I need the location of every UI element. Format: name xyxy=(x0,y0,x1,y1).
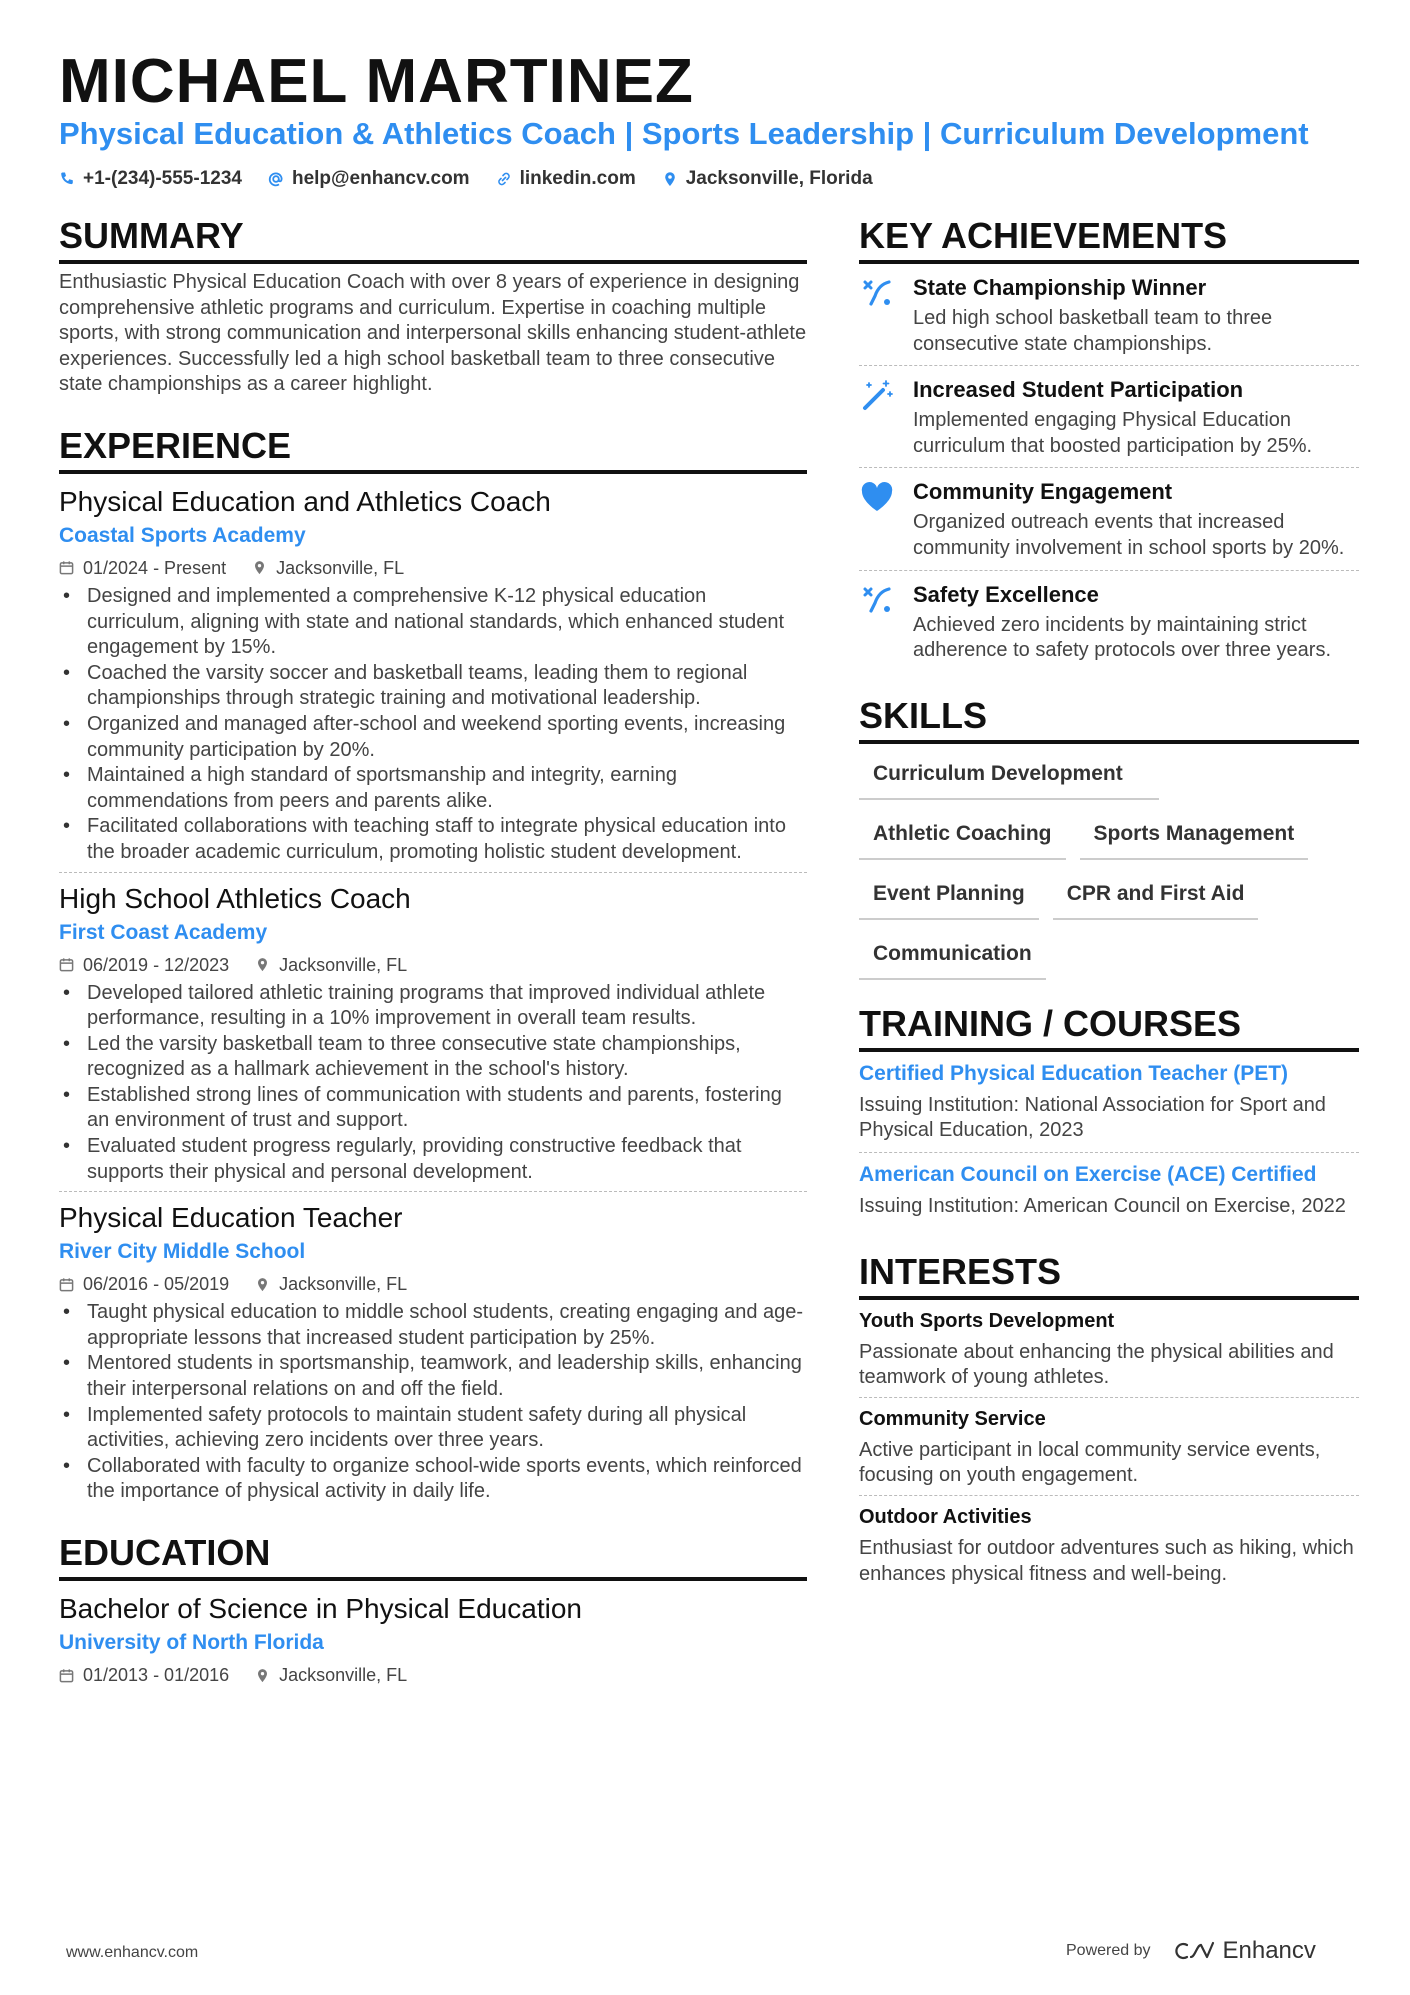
experience-heading: EXPERIENCE xyxy=(59,424,807,474)
achievement-title: Safety Excellence xyxy=(913,581,1099,607)
achievement-item xyxy=(859,467,1359,569)
company-name: River City Middle School xyxy=(59,1240,306,1264)
trophy-icon xyxy=(859,583,895,619)
degree-title: Bachelor of Science in Physical Education xyxy=(59,1593,582,1624)
job-bullets xyxy=(59,584,807,866)
education-dates: 01/2013 - 01/2016 xyxy=(83,1665,230,1685)
bullet-item: • Mentored students in sportsmanship, teamwork, and leadership skills, enhancing their interpersonal relations on and off the field. xyxy=(59,1351,807,1402)
left-column xyxy=(59,214,807,1687)
achievement-item xyxy=(859,570,1359,672)
trophy-icon xyxy=(859,276,895,312)
interest-title: Outdoor Activities xyxy=(859,1505,1032,1528)
at-icon xyxy=(268,171,284,187)
course-desc: Issuing Institution: National Association for Sport and Physical Education, 2023 xyxy=(859,1093,1326,1142)
course-item xyxy=(859,1152,1359,1228)
job-dates: 01/2024 - Present xyxy=(83,557,227,578)
contact-location xyxy=(662,168,873,190)
experience-entry xyxy=(59,484,807,866)
achievements-heading: KEY ACHIEVEMENTS xyxy=(859,214,1359,264)
calendar-icon xyxy=(59,560,74,575)
school-name: University of North Florida xyxy=(59,1631,324,1654)
powered-by-label: Powered by xyxy=(1066,1942,1151,1959)
skill-tag: Event Planning xyxy=(859,874,1039,920)
achievement-item xyxy=(859,365,1359,467)
interest-item xyxy=(859,1300,1359,1397)
location-text: Jacksonville, Florida xyxy=(685,168,873,189)
job-location: Jacksonville, FL xyxy=(279,954,408,975)
linkedin-text: linkedin.com xyxy=(519,168,636,189)
job-bullets xyxy=(59,1300,807,1505)
footer-branding xyxy=(1066,1937,1316,1965)
phone-text: +1-(234)-555-1234 xyxy=(83,168,242,189)
experience-entry xyxy=(59,1191,807,1505)
achievement-desc: Achieved zero incidents by maintaining strict adherence to safety protocols over three years. xyxy=(913,613,1332,662)
job-location: Jacksonville, FL xyxy=(276,557,405,578)
job-meta xyxy=(59,953,807,977)
contact-bar xyxy=(59,168,873,190)
bullet-item: • Led the varsity basketball team to three consecutive state championships, recognized as a hallmark achievement in the school's history. xyxy=(59,1032,807,1083)
job-dates: 06/2016 - 05/2019 xyxy=(83,1274,230,1295)
achievement-desc: Organized outreach events that increased community involvement in school sports by 20%. xyxy=(913,511,1345,559)
job-location: Jacksonville, FL xyxy=(279,1274,408,1295)
course-desc: Issuing Institution: American Council on Exercise, 2022 xyxy=(859,1194,1346,1217)
contact-phone[interactable] xyxy=(59,168,242,190)
education-entry xyxy=(59,1591,807,1687)
achievement-title: State Championship Winner xyxy=(913,275,1207,300)
skill-tag: Curriculum Development xyxy=(859,754,1159,800)
skill-tag: Sports Management xyxy=(1080,814,1309,860)
bullet-item: • Developed tailored athletic training programs that improved individual athlete performance, resulting in a 10% improvement in overall team results. xyxy=(59,981,807,1032)
course-title: Certified Physical Education Teacher (PET) xyxy=(859,1061,1289,1085)
company-name: Coastal Sports Academy xyxy=(59,523,306,547)
interest-desc: Enthusiast for outdoor adventures such as hiking, which enhances physical fitness and well-being. xyxy=(859,1536,1354,1585)
training-heading: TRAINING / COURSES xyxy=(859,1002,1359,1052)
job-title: Physical Education and Athletics Coach xyxy=(59,485,551,517)
company-name: First Coast Academy xyxy=(59,920,268,944)
location-pin-icon xyxy=(255,957,270,972)
interest-item xyxy=(859,1397,1359,1495)
location-pin-icon xyxy=(662,171,678,187)
job-bullets xyxy=(59,981,807,1186)
right-column xyxy=(859,214,1359,1593)
contact-email[interactable] xyxy=(268,168,470,190)
job-title: High School Athletics Coach xyxy=(59,882,411,914)
interest-item xyxy=(859,1495,1359,1593)
headline: Physical Education & Athletics Coach | Sports Leadership | Curriculum Development xyxy=(59,116,1309,151)
link-icon xyxy=(496,171,512,187)
skill-tag: CPR and First Aid xyxy=(1053,874,1259,920)
magic-wand-icon xyxy=(859,378,895,414)
job-title: Physical Education Teacher xyxy=(59,1202,403,1234)
calendar-icon xyxy=(59,1668,74,1683)
achievement-title: Increased Student Participation xyxy=(913,377,1244,403)
interests-heading: INTERESTS xyxy=(859,1250,1359,1300)
location-pin-icon xyxy=(255,1668,270,1683)
calendar-icon xyxy=(59,957,74,972)
course-item xyxy=(859,1052,1359,1152)
summary-heading: SUMMARY xyxy=(59,214,807,264)
location-pin-icon xyxy=(252,560,267,575)
bullet-item: • Maintained a high standard of sportsmanship and integrity, earning commendations from peers and parents alike. xyxy=(59,763,807,814)
bullet-item: • Coached the varsity soccer and basketball teams, leading them to regional championships through strategic training and motivational leadership. xyxy=(59,661,807,712)
bullet-item: • Taught physical education to middle school students, creating engaging and age-appropriate lessons that increased student participation by 25%. xyxy=(59,1300,807,1351)
footer-website[interactable]: www.enhancv.com xyxy=(66,1944,199,1961)
bullet-item: • Designed and implemented a comprehensive K-12 physical education curriculum, aligning with state and national standards, which enhanced student engagement by 15%. xyxy=(59,584,807,661)
interest-desc: Passionate about enhancing the physical abilities and teamwork of young athletes. xyxy=(859,1340,1334,1389)
job-meta xyxy=(59,1272,807,1296)
heart-icon xyxy=(859,480,895,516)
skills-heading: SKILLS xyxy=(859,694,1359,744)
skills-list xyxy=(859,754,1359,980)
experience-entry xyxy=(59,872,807,1186)
interest-title: Youth Sports Development xyxy=(859,1309,1115,1332)
achievement-item xyxy=(859,264,1359,365)
candidate-name: MICHAEL MARTINEZ xyxy=(59,47,694,116)
phone-icon xyxy=(59,171,75,187)
achievement-desc: Implemented engaging Physical Education curriculum that boosted participation by 25%. xyxy=(913,409,1313,457)
bullet-item: • Facilitated collaborations with teaching staff to integrate physical education into the broader academic curriculum, promoting holistic student development. xyxy=(59,814,807,865)
enhancv-logo-icon xyxy=(1173,1940,1215,1962)
education-heading: EDUCATION xyxy=(59,1531,807,1581)
email-text: help@enhancv.com xyxy=(291,168,470,189)
bullet-item: • Established strong lines of communication with students and parents, fostering an environment of trust and support. xyxy=(59,1083,807,1134)
calendar-icon xyxy=(59,1277,74,1292)
summary-text: Enthusiastic Physical Education Coach with over 8 years of experience in designing comprehensive athletic programs and curriculum. Expertise in coaching multiple sports, with strong communication and interpersonal skills enhancing student-athlete experiences. Successfully led a high school basketball team to three consecutive state championships as a career highlight. xyxy=(59,271,807,396)
brand-logo[interactable] xyxy=(1173,1937,1316,1965)
achievement-desc: Led high school basketball team to three consecutive state championships. xyxy=(913,307,1273,355)
job-dates: 06/2019 - 12/2023 xyxy=(83,954,230,975)
course-title: American Council on Exercise (ACE) Certified xyxy=(859,1162,1317,1186)
bullet-item: • Organized and managed after-school and weekend sporting events, increasing community participation by 20%. xyxy=(59,712,807,763)
job-meta xyxy=(59,556,807,580)
skill-tag: Athletic Coaching xyxy=(859,814,1066,860)
interest-desc: Active participant in local community service events, focusing on youth engagement. xyxy=(859,1438,1321,1487)
skill-tag: Communication xyxy=(859,934,1046,980)
bullet-item: • Evaluated student progress regularly, providing constructive feedback that supports their physical and personal development. xyxy=(59,1134,807,1185)
contact-linkedin[interactable] xyxy=(496,168,636,190)
bullet-item: • Implemented safety protocols to maintain student safety during all physical activities, achieving zero incidents over three years. xyxy=(59,1403,807,1454)
bullet-item: • Collaborated with faculty to organize school-wide sports events, which reinforced the importance of physical activity in daily life. xyxy=(59,1454,807,1505)
interest-title: Community Service xyxy=(859,1407,1046,1430)
education-meta xyxy=(59,1663,807,1687)
achievement-title: Community Engagement xyxy=(913,479,1173,505)
location-pin-icon xyxy=(255,1277,270,1292)
education-location: Jacksonville, FL xyxy=(279,1665,408,1685)
brand-name: Enhancv xyxy=(1222,1937,1316,1964)
